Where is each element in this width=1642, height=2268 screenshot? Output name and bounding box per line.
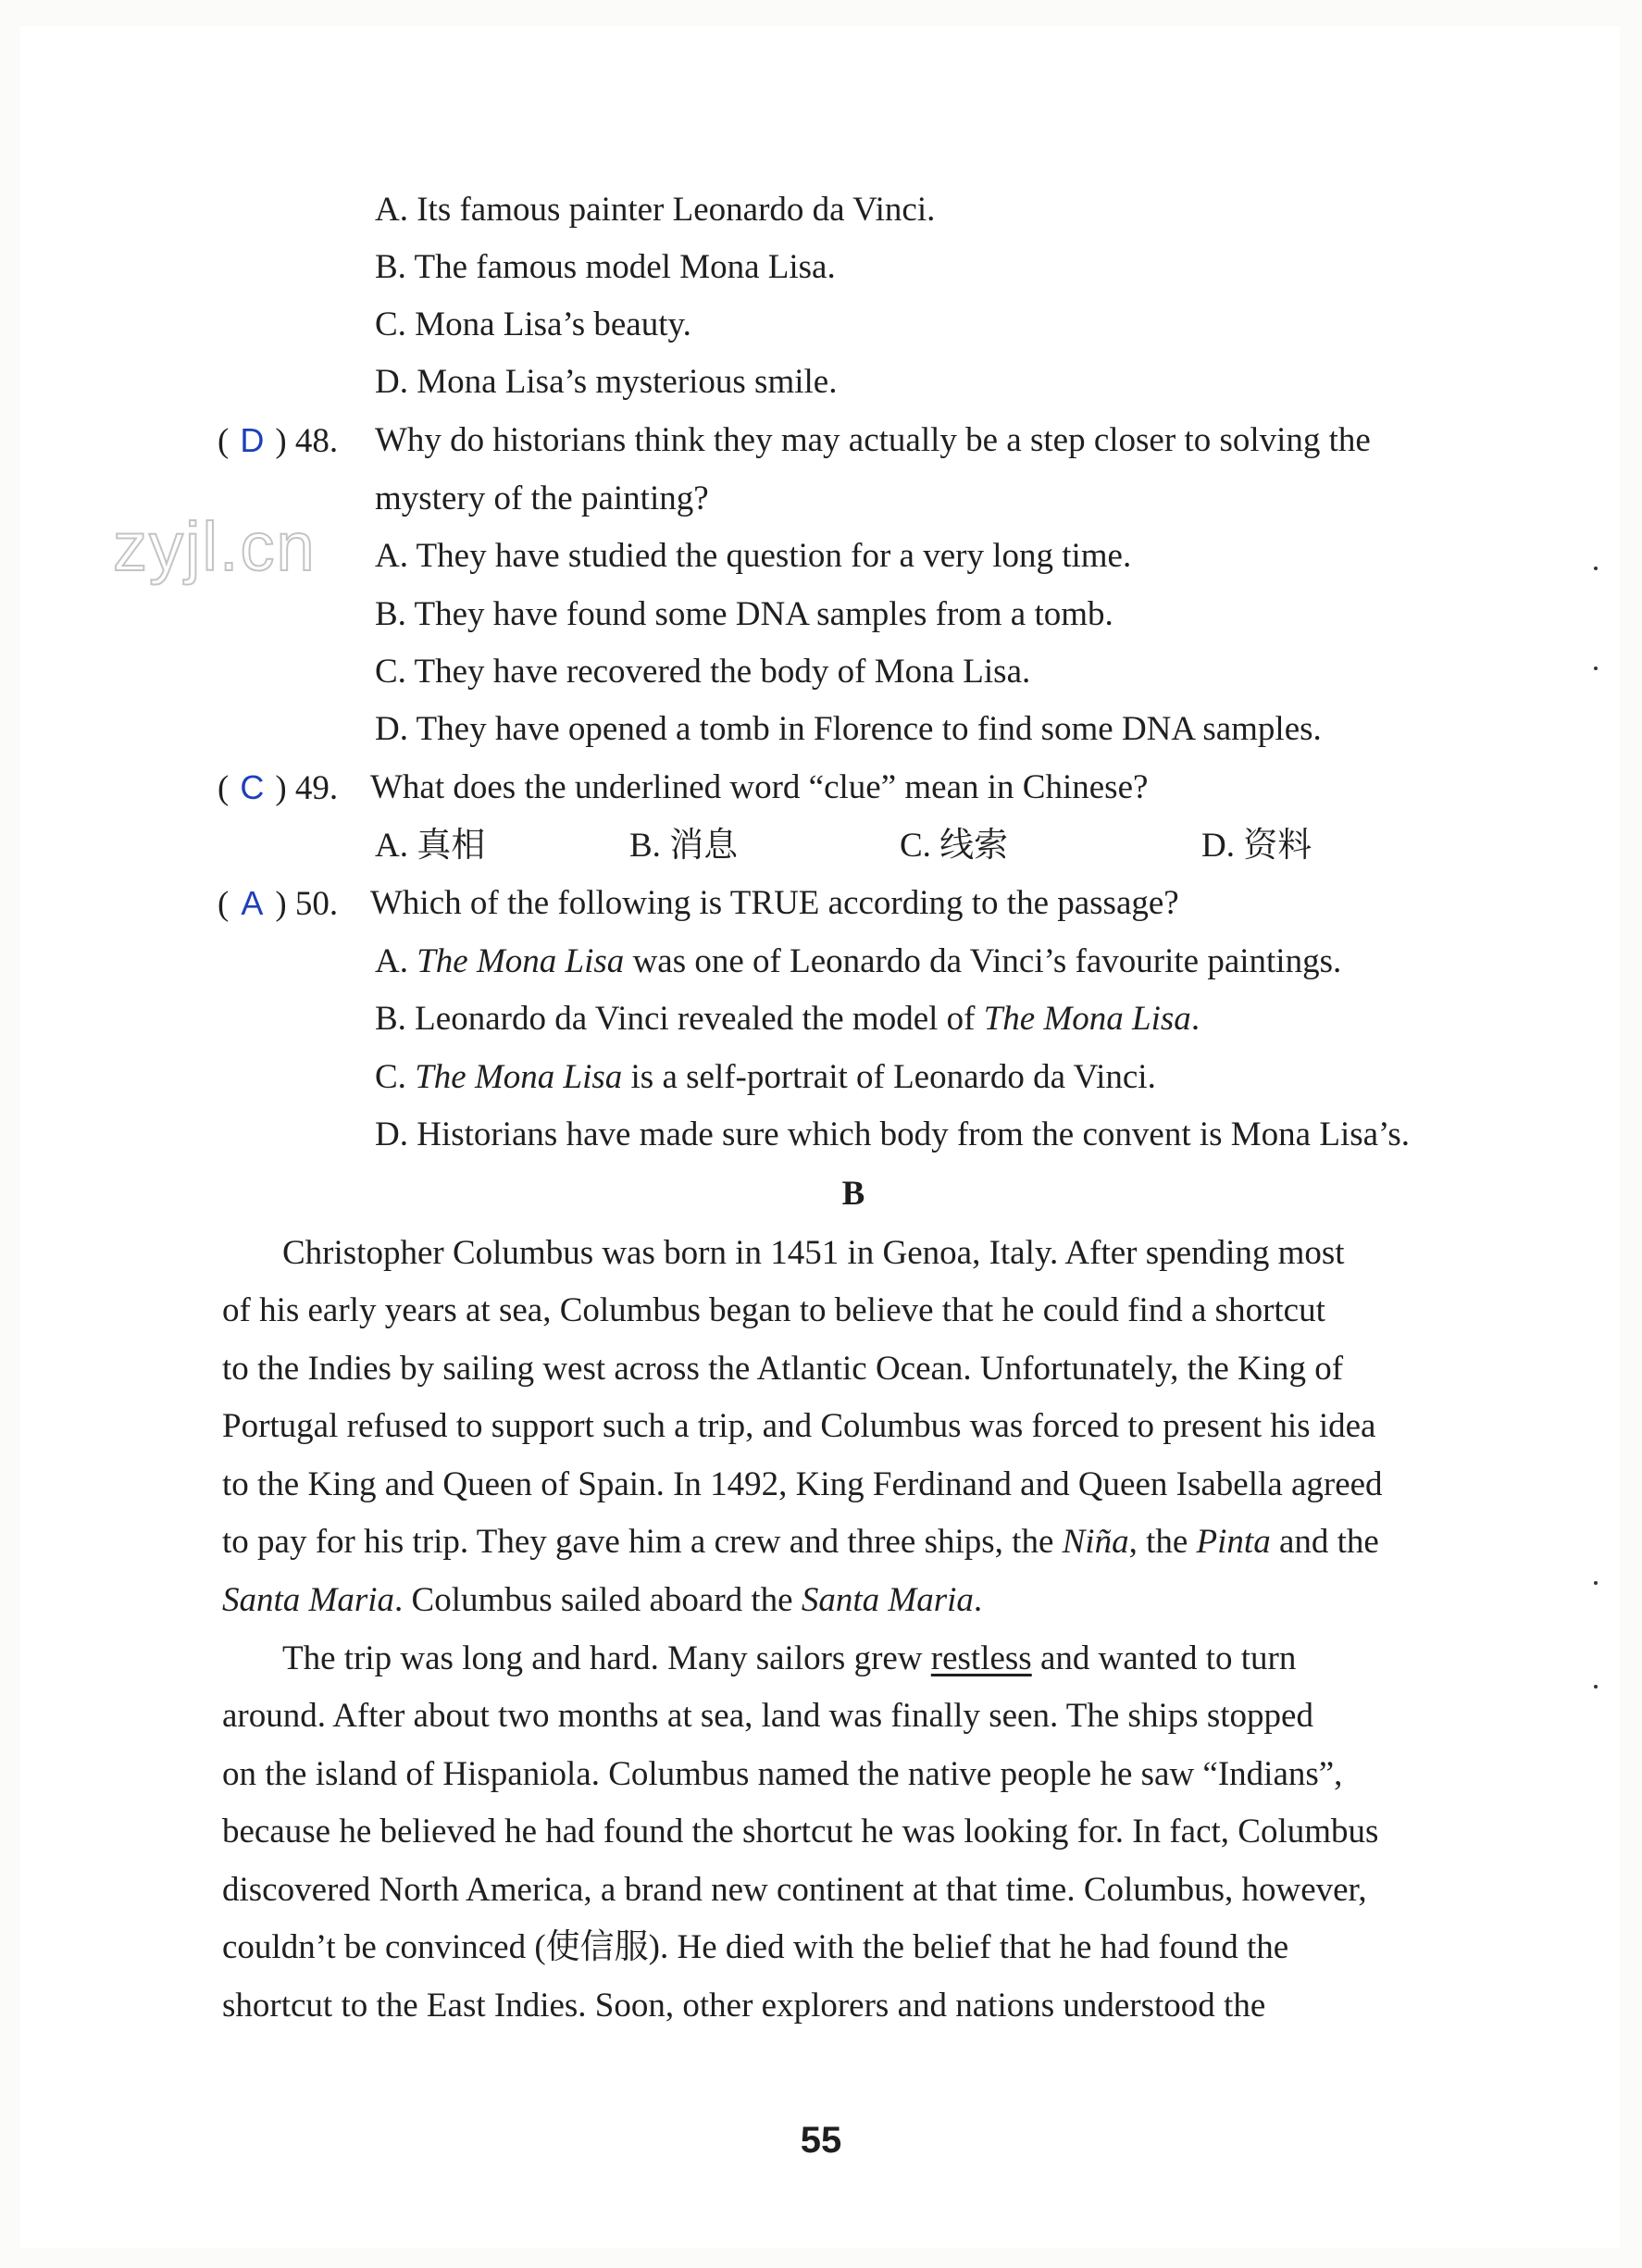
q48-option-c: C. They have recovered the body of Mona Lisa. <box>375 653 1031 691</box>
question-text: Why do historians think they may actually be a step closer to solving the <box>375 421 1371 459</box>
passage-line: discovered North America, a brand new continent at that time. Columbus, however, <box>222 1871 1367 1909</box>
passage-line: to the King and Queen of Spain. In 1492, King Ferdinand and Queen Isabella agreed <box>222 1465 1383 1503</box>
q50-option-d: D. Historians have made sure which body from the convent is Mona Lisa’s. <box>375 1115 1410 1153</box>
passage-line: because he believed he had found the shortcut he was looking for. In fact, Columbus <box>222 1813 1379 1851</box>
question-number: 50. <box>294 885 339 923</box>
q50-option-b: B. Leonardo da Vinci revealed the model of The Mona Lisa. <box>375 1000 1200 1038</box>
question-48: ( D ) 48. Why do historians think they may actually be a step closer to solving the <box>218 418 338 464</box>
q48-option-d: D. They have opened a tomb in Florence to find some DNA samples. <box>375 710 1322 748</box>
q50-option-a: A. The Mona Lisa was one of Leonardo da Vinci’s favourite paintings. <box>375 942 1342 980</box>
q48-option-b: B. They have found some DNA samples from a tomb. <box>375 595 1113 633</box>
section-heading: B <box>841 1175 865 1213</box>
underlined-word: restless <box>930 1639 1032 1677</box>
question-50: ( A ) 50. Which of the following is TRUE according to the passage? <box>218 881 338 927</box>
q47-option-b: B. The famous model Mona Lisa. <box>375 248 836 286</box>
scan-speck <box>1594 567 1598 570</box>
question-number: 49. <box>294 769 339 807</box>
passage-line: The trip was long and hard. Many sailors grew restless and wanted to turn <box>282 1639 1297 1677</box>
q50-option-c: C. The Mona Lisa is a self-portrait of Leonardo da Vinci. <box>375 1058 1156 1096</box>
q49-option-c: C. 线索 <box>900 827 1009 865</box>
answer-mark: A <box>241 884 264 922</box>
scan-speck <box>1594 1685 1598 1689</box>
passage-line: of his early years at sea, Columbus began to believe that he could find a shortcut <box>222 1291 1325 1329</box>
q49-option-a: A. 真相 <box>375 827 486 865</box>
passage-line: to pay for his trip. They gave him a crew and three ships, the Niña, the Pinta and the <box>222 1523 1379 1561</box>
passage-line: Portugal refused to support such a trip, and Columbus was forced to present his idea <box>222 1407 1376 1445</box>
passage-line: Christopher Columbus was born in 1451 in Genoa, Italy. After spending most <box>282 1234 1345 1272</box>
question-text: What does the underlined word “clue” mean in Chinese? <box>370 768 1149 806</box>
question-number: 48. <box>294 422 339 460</box>
watermark-logo: zyjl.cn <box>113 508 317 585</box>
scan-speck <box>1594 1581 1598 1585</box>
answer-mark: D <box>240 421 265 459</box>
scan-speck <box>1594 667 1598 670</box>
answer-mark: C <box>240 768 265 806</box>
q48-option-a: A. They have studied the question for a very long time. <box>375 537 1132 575</box>
q47-option-a: A. Its famous painter Leonardo da Vinci. <box>375 191 936 229</box>
passage-line: around. After about two months at sea, land was finally seen. The ships stopped <box>222 1697 1313 1735</box>
page-number: 55 <box>800 2120 842 2161</box>
q49-option-b: B. 消息 <box>629 827 739 865</box>
passage-line: on the island of Hispaniola. Columbus named the native people he saw “Indians”, <box>222 1755 1343 1793</box>
question-text-cont: mystery of the painting? <box>375 480 709 517</box>
question-text: Which of the following is TRUE according to the passage? <box>370 884 1179 922</box>
passage-line: shortcut to the East Indies. Soon, other explorers and nations understood the <box>222 1987 1266 2025</box>
q47-option-c: C. Mona Lisa’s beauty. <box>375 305 691 343</box>
q47-option-d: D. Mona Lisa’s mysterious smile. <box>375 363 838 401</box>
passage-line: couldn’t be convinced (使信服). He died with the belief that he had found the <box>222 1928 1289 1966</box>
passage-line: to the Indies by sailing west across the Atlantic Ocean. Unfortunately, the King of <box>222 1350 1344 1388</box>
passage-line: Santa Maria. Columbus sailed aboard the Santa Maria. <box>222 1581 983 1619</box>
q49-options-row <box>0 824 1642 868</box>
question-49: ( C ) 49. What does the underlined word “clue” mean in Chinese? <box>218 766 338 811</box>
q49-option-d: D. 资料 <box>1201 827 1312 865</box>
